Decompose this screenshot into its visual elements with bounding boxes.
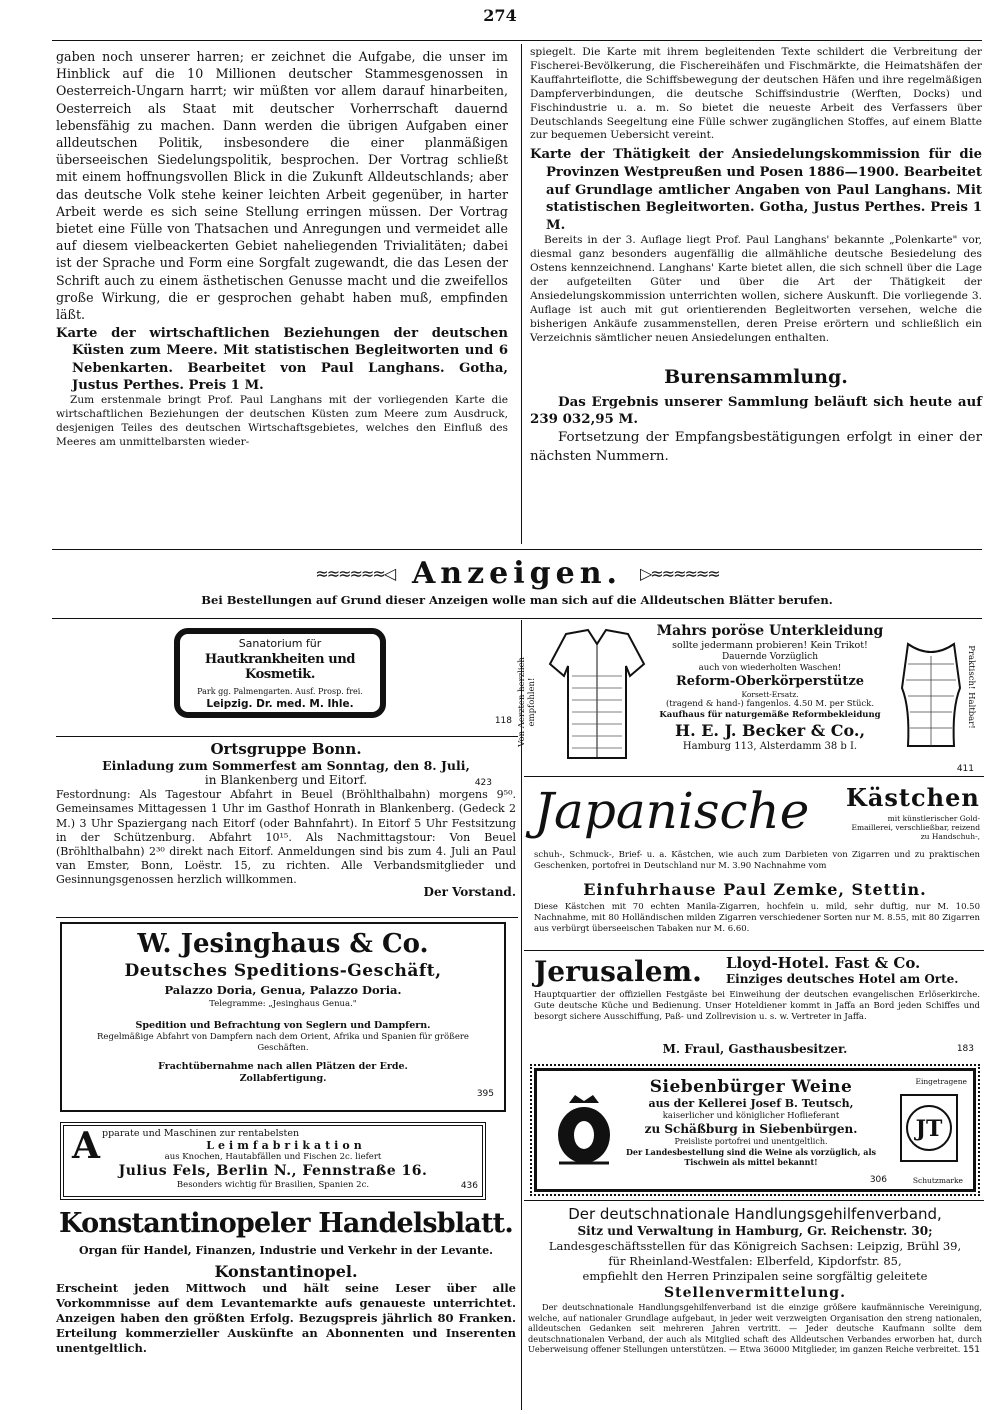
ad-rule [56, 736, 518, 737]
ad-mahr [517, 622, 982, 774]
konst-city: Konstantinopel. [214, 1262, 358, 1281]
crown-eagle-icon [549, 1093, 619, 1173]
ad-code: 423 [474, 778, 492, 788]
mahr-line4b: Korsett-Ersatz. [741, 690, 799, 699]
hgv-line3: für Rheinland-Westfalen: Elberfeld, Kipdorfstr. 85, [608, 1254, 902, 1268]
trademark-monogram-icon [899, 1093, 959, 1163]
right-column [530, 46, 982, 466]
ad-siebenbuerger [534, 1068, 976, 1192]
japanische-side: mit künstlerischer Gold-Emaillerei, verschließbar, reizend zu Handschuh-, [851, 814, 980, 842]
trademark-top: Eingetragene [915, 1077, 967, 1086]
fels-initial: A [72, 1125, 100, 1167]
svg-text:JT: JT [915, 1116, 943, 1142]
header-rule [52, 40, 982, 41]
right-paragraph: spiegelt. Die Karte mit ihrem begleitenden Texte schildert die Verbreitung der Fischerei-Bevölkerung, die Fischereihäfen und Fischmärkte, die Heimatshäfen der Kauffahrteiflotte, die Schiffsbewegung der deutschen Häfen und ihre regelmäßigen Dampferverbindungen, die deutsche Schiffsindustrie (Werften, Docks) und Fischindustrie u. a. m. So bietet die neueste Arbeit des Verfassers über Deutschlands Seegeltung eine Fülle schwer zugänglichen Stoffes, auf einem Blatte zur bequemen Uebersicht vereint. [530, 46, 982, 142]
konst-subtitle: Organ für Handel, Finanzen, Industrie und Verkehr in der Levante. [79, 1244, 493, 1257]
ads-rule [52, 618, 982, 619]
buren-result: Das Ergebnis unserer Sammlung beläuft sich heute auf 239 032,95 M. [530, 393, 982, 427]
ads-subtitle: Bei Bestellungen auf Grund dieser Anzeigen wolle man sich auf die Alldeutschen Blätter berufen. [201, 593, 833, 607]
ad-code: 183 [956, 1044, 974, 1054]
fels-line4: Julius Fels, Berlin N., Fennstraße 16. [118, 1163, 428, 1179]
siebenbuerger-line3: zu Schäßburg in Siebenbürgen. [644, 1122, 858, 1136]
hgv-body: Der deutschnationale Handlungsgehilfenverband ist die einzige größere kaufmännische Vereinigung, welche, auf nationaler Grundlage aufgebaut, in jeder weit verzweigten Organisation den streng nationalen, alldeutschen Gedanken seit mehreren Jahren vertritt. — Jeder deutsche Kaufmann sollte dem deutschnationalen Verband, der auch als Mitglied schaft des Alldeutschen Verbandes erworben hat, durch Ueberweisung offener Stellungen unterstützen. — Etwa 36000 Mitglieder, im ganzen Reiche verbreitet. [528, 1302, 982, 1355]
jerusalem-title: Jerusalem. [534, 955, 702, 988]
ad-code: 306 [869, 1175, 887, 1185]
left-flourish-icon: ≈≈≈≈≈≈◁ [315, 564, 395, 583]
jesinghaus-line1: Spedition und Befrachtung von Seglern und Dampfern. [135, 1020, 431, 1031]
left-entry-title: Karte der wirtschaftlichen Beziehungen der deutschen Küsten zum Meere. Mit statistischen Begleitworten und 6 Nebenkarten. Bearbeitet von Paul Langhans. Gotha, Justus Perthes. Preis 1 M. [56, 326, 508, 393]
ad-code: 436 [460, 1181, 478, 1191]
mahr-line2: Dauernde Vorzüglich [721, 652, 819, 662]
right-entry-title: Karte der Thätigkeit der Ansiedelungskommission für die Provinzen Westpreußen und Posen 1886—1900. Bearbeitet auf Grundlage amtlicher Angaben von Paul Langhans. Mit statistischen Begleitworten. Gotha, Justus Perthes. Preis 1 M. [530, 147, 982, 233]
ad-rule [56, 917, 518, 918]
ad-handlungsgehilfen [528, 1204, 982, 1355]
fels-line1: pparate und Maschinen zur rentabelsten [102, 1128, 300, 1139]
japanische-firm: Einfuhrhause Paul Zemke, Stettin. [583, 880, 927, 899]
mahr-side-right: Praktisch! Haltbar! [966, 645, 976, 729]
siebenbuerger-title: Siebenbürger Weine [649, 1077, 853, 1097]
jesinghaus-line3: Frachtübernahme nach allen Plätzen der Erde. [158, 1061, 408, 1072]
sanatorium-line2: Hautkrankheiten und Kosmetik. [204, 652, 356, 682]
left-column [56, 48, 508, 450]
left-entry-body: Zum erstenmale bringt Prof. Paul Langhans mit der vorliegenden Karte die wirtschaftlichen Beziehungen der deutschen Küsten zum Meere zum Ausdruck, desjenigen Teiles des deutschen Wirtschaftsgebietes, welches den Einfluß des Meeres am unmittelbarsten wieder- [56, 394, 508, 448]
ad-jesinghaus [60, 922, 506, 1112]
jesinghaus-title: W. Jesinghaus & Co. [137, 929, 429, 959]
japanische-title-small: Kästchen [846, 783, 980, 812]
siebenbuerger-line2: kaiserlicher und königlicher Hoflieferant [662, 1111, 840, 1121]
mahr-text [650, 622, 890, 753]
siebenbuerger-text [621, 1077, 881, 1167]
japanische-body1: schuh-, Schmuck-, Brief- u. a. Kästchen, wie auch zum Darbieten von Zigarren und zu praktischen Geschenken, portofrei in Deutschland nur M. 3.90 Nachnahme vom [534, 850, 980, 871]
hgv-title: Der deutschnationale Handlungsgehilfenverband, [568, 1205, 942, 1223]
bonn-signature: Der Vorstand. [423, 884, 516, 899]
trademark-bottom: Schutzmarke [912, 1176, 963, 1185]
siebenbuerger-line4: Preisliste portofrei und unentgeltlich. [674, 1137, 828, 1146]
mahr-line8: Hamburg 113, Alsterdamm 38 b I. [682, 741, 858, 752]
ads-title: Anzeigen. [412, 556, 622, 591]
jerusalem-body: Hauptquartier der offiziellen Festgäste bei Einweihung der deutschen evangelischen Erlöserkirche. Gute deutsche Küche und Bedienung. Unser Hoteldiener kommt in Jaffa an Bord jeden Schiffes und besorgt sichere Ausschiffung, Paß- und Zollrevision u. s. w. Vertreter in Jaffa. [534, 990, 980, 1022]
ad-code: 411 [956, 764, 974, 774]
ad-fels [60, 1122, 486, 1200]
column-divider [521, 44, 522, 544]
undershirt-illustration [546, 626, 648, 766]
konst-title: Konstantinopeler Handelsblatt. [59, 1208, 513, 1239]
sanatorium-line4: Leipzig. Dr. med. M. Ihle. [206, 698, 354, 710]
jesinghaus-subtitle: Deutsches Speditions-Geschäft, [124, 961, 442, 981]
jerusalem-hotel: Lloyd-Hotel. Fast & Co. [726, 954, 921, 972]
jerusalem-line1: Einziges deutsches Hotel am Orte. [726, 972, 959, 986]
mahr-line7: H. E. J. Becker & Co., [674, 721, 866, 740]
ad-jerusalem [528, 954, 982, 1062]
mahr-line6: Kaufhaus für naturgemäße Reformbekleidung [659, 710, 881, 720]
bonn-line1: Einladung zum Sommerfest am Sonntag, den 8. Juli, [102, 758, 470, 773]
sanatorium-line3: Park gg. Palmengarten. Ausf. Prosp. frei. [197, 687, 363, 696]
ad-rule [524, 776, 984, 777]
jesinghaus-line4: Zollabfertigung. [239, 1073, 327, 1084]
hgv-line4: empfiehlt den Herren Prinzipalen seine sorgfältig geleitete [582, 1269, 928, 1283]
hgv-line5: Stellenvermittelung. [664, 1285, 846, 1301]
bonn-line2: in Blankenberg und Eitorf. [204, 773, 368, 787]
bonn-body: Festordnung: Als Tagestour Abfahrt in Beuel (Bröhlthalbahn) morgens 9⁵⁰. Gemeinsames Mittagessen 1 Uhr im Gasthof Honrath in Blankenberg. (Gedeck 2 M.) 3 Uhr Spaziergang nach Eitorf (oder Bahnfahrt). In Eitorf 5 Uhr Festsitzung in der Schützenburg. Abfahrt 10¹⁵. Als Nachmittagstour: Von Beuel (Bröhlthalbahn) 2³⁰ direkt nach Eitorf. Anmeldungen sind bis zum 4. Juli an Paul van Emster, Bonn, Loëstr. 15, zu richten. Alle Verbandsmitglieder und Gesinnungsgenossen herzlich willkommen. [56, 788, 516, 887]
mahr-line5: (tragend & hand-) fangenlos. 4.50 M. per Stück. [665, 699, 875, 709]
left-paragraph: gaben noch unserer harren; er zeichnet die Aufgabe, die unser im Hinblick auf die 10 Millionen deutscher Stammesgenossen in Oesterreich-Ungarn harrt; wir müßten vor allem darauf hinarbeiten, Oesterreich als Staat mit deutscher Vorherrschaft dauernd lebensfähig zu machen. Dann werden die übrigen Aufgaben einer alldeutschen Politik, insbesondere die einer planmäßigen überseeischen Siedelungspolitik, besprochen. Der Vortrag schließt mit einem hoffnungsvollen Blick in die Zukunft Alldeutschlands; aber das deutsche Volk stehe keiner leichten Arbeit gegenüber, in harter Arbeit werde es sich seine Stellung erringen müssen. Der Vortrag bietet eine Fülle von Thatsachen und Anregungen und vermeidet alle auf diesem vielbeackerten Gebiet naheliegenden Trivialitäten; dabei ist der Sprache und Form eine Sorgfalt zugewandt, die das Lesen der Schrift auch zu einem ästhetischen Genusse macht und die zweifellos große Wirkung, die er gesprochen gehabt haben muß, empfinden läßt. [56, 49, 508, 323]
ad-japanische [528, 780, 982, 944]
section-rule [52, 549, 982, 550]
jesinghaus-line2: Regelmäßige Abfahrt von Dampfern nach dem Orient, Afrika und Spanien für größere Geschäften. [97, 1032, 469, 1053]
mahr-line3: auch von wiederholten Waschen! [698, 663, 842, 673]
jesinghaus-telegram: Telegramme: „Jesinghaus Genua." [209, 999, 357, 1009]
ad-rule [524, 1200, 984, 1201]
jesinghaus-address: Palazzo Doria, Genua, Palazzo Doria. [164, 983, 402, 997]
mahr-line4: Reform-Oberkörperstütze [675, 674, 865, 689]
hgv-line2: Landesgeschäftsstellen für das Königreich Sachsen: Leipzig, Brühl 39, [548, 1239, 962, 1253]
right-entry-body: Bereits in der 3. Auflage liegt Prof. Paul Langhans' bekannte „Polenkarte" vor, diesmal ganz besonders augenfällig die allmähliche deutsche Besiedelung des Ostens kennzeichnend. Langhans' Karte bietet allen, die sich schnell über die Lage der aufgeteilten Güter und über die Art der Thätigkeit der Ansiedelungskommission unterrichten wollen, sichere Auskunft. Die vorliegende 3. Auflage ist auch mit gut orientierenden Begleitworten versehen, welche die bisherigen Ankäufe zusammenstellen, deren Preise erörtern und schließlich ein Verzeichnis sämtlicher neuen Ansiedelungen enthalten. [530, 234, 982, 344]
bonn-title: Ortsgruppe Bonn. [210, 740, 362, 758]
ad-konstantinopel [56, 1204, 516, 1356]
jerusalem-owner: M. Fraul, Gasthausbesitzer. [662, 1042, 848, 1056]
fels-line2: Leimfabrikation [206, 1139, 366, 1152]
ad-sanatorium [56, 624, 516, 734]
page-number: 274 [483, 6, 517, 25]
hgv-line1: Sitz und Verwaltung in Hamburg, Gr. Reichenstr. 30; [577, 1224, 933, 1238]
siebenbuerger-line5: Der Landesbestellung sind die Weine als vorzüglich, als Tischwein als mittel bekannt! [625, 1147, 877, 1167]
mahr-side-left: Von Aerzten herzlich empfohlen! [517, 657, 537, 747]
ad-code: 118 [494, 716, 512, 726]
ad-code: 395 [476, 1089, 494, 1099]
mahr-line1: sollte jedermann probieren! Kein Trikot! [672, 640, 868, 651]
corset-illustration [894, 634, 968, 750]
japanische-title-big: Japanische [534, 782, 810, 840]
ad-bonn [56, 740, 516, 911]
japanische-body2: Diese Kästchen mit 70 echten Manila-Zigarren, hochfein u. mild, sehr duftig, nur M. 10.50 Nachnahme, mit 80 Holländischen milden Zigarren verschiedener Sorten nur M. 8.55, mit 80 Zigarren aus verbürgt überseeischen Tabaken nur M. 6.60. [534, 902, 980, 934]
sanatorium-frame [174, 628, 386, 718]
konst-body: Erscheint jeden Mittwoch und hält seine Leser über alle Vorkommnisse auf dem Levantemarkte aufs genaueste unterrichtet. Anzeigen haben den größten Erfolg. Bezugspreis jährlich 80 Franken. Erteilung kommerzieller Auskünfte an Abonnenten und Inserenten unentgeltlich. [56, 1281, 516, 1355]
ad-code: 151 [962, 1344, 980, 1355]
fels-line3: aus Knochen, Hautabfällen und Fischen 2c. liefert [164, 1152, 382, 1162]
ad-rule [524, 950, 984, 951]
mahr-title: Mahrs poröse Unterkleidung [656, 623, 884, 639]
ads-header [52, 556, 982, 607]
fels-line5: Besonders wichtig für Brasilien, Spanien 2c. [176, 1180, 370, 1190]
right-flourish-icon: ▷≈≈≈≈≈≈ [639, 564, 719, 583]
sanatorium-line1: Sanatorium für [238, 637, 322, 650]
buren-title: Burensammlung. [664, 365, 848, 388]
siebenbuerger-line1: aus der Kellerei Josef B. Teutsch, [648, 1097, 854, 1110]
buren-continuation: Fortsetzung der Empfangsbestätigungen erfolgt in einer der nächsten Nummern. [530, 429, 982, 464]
